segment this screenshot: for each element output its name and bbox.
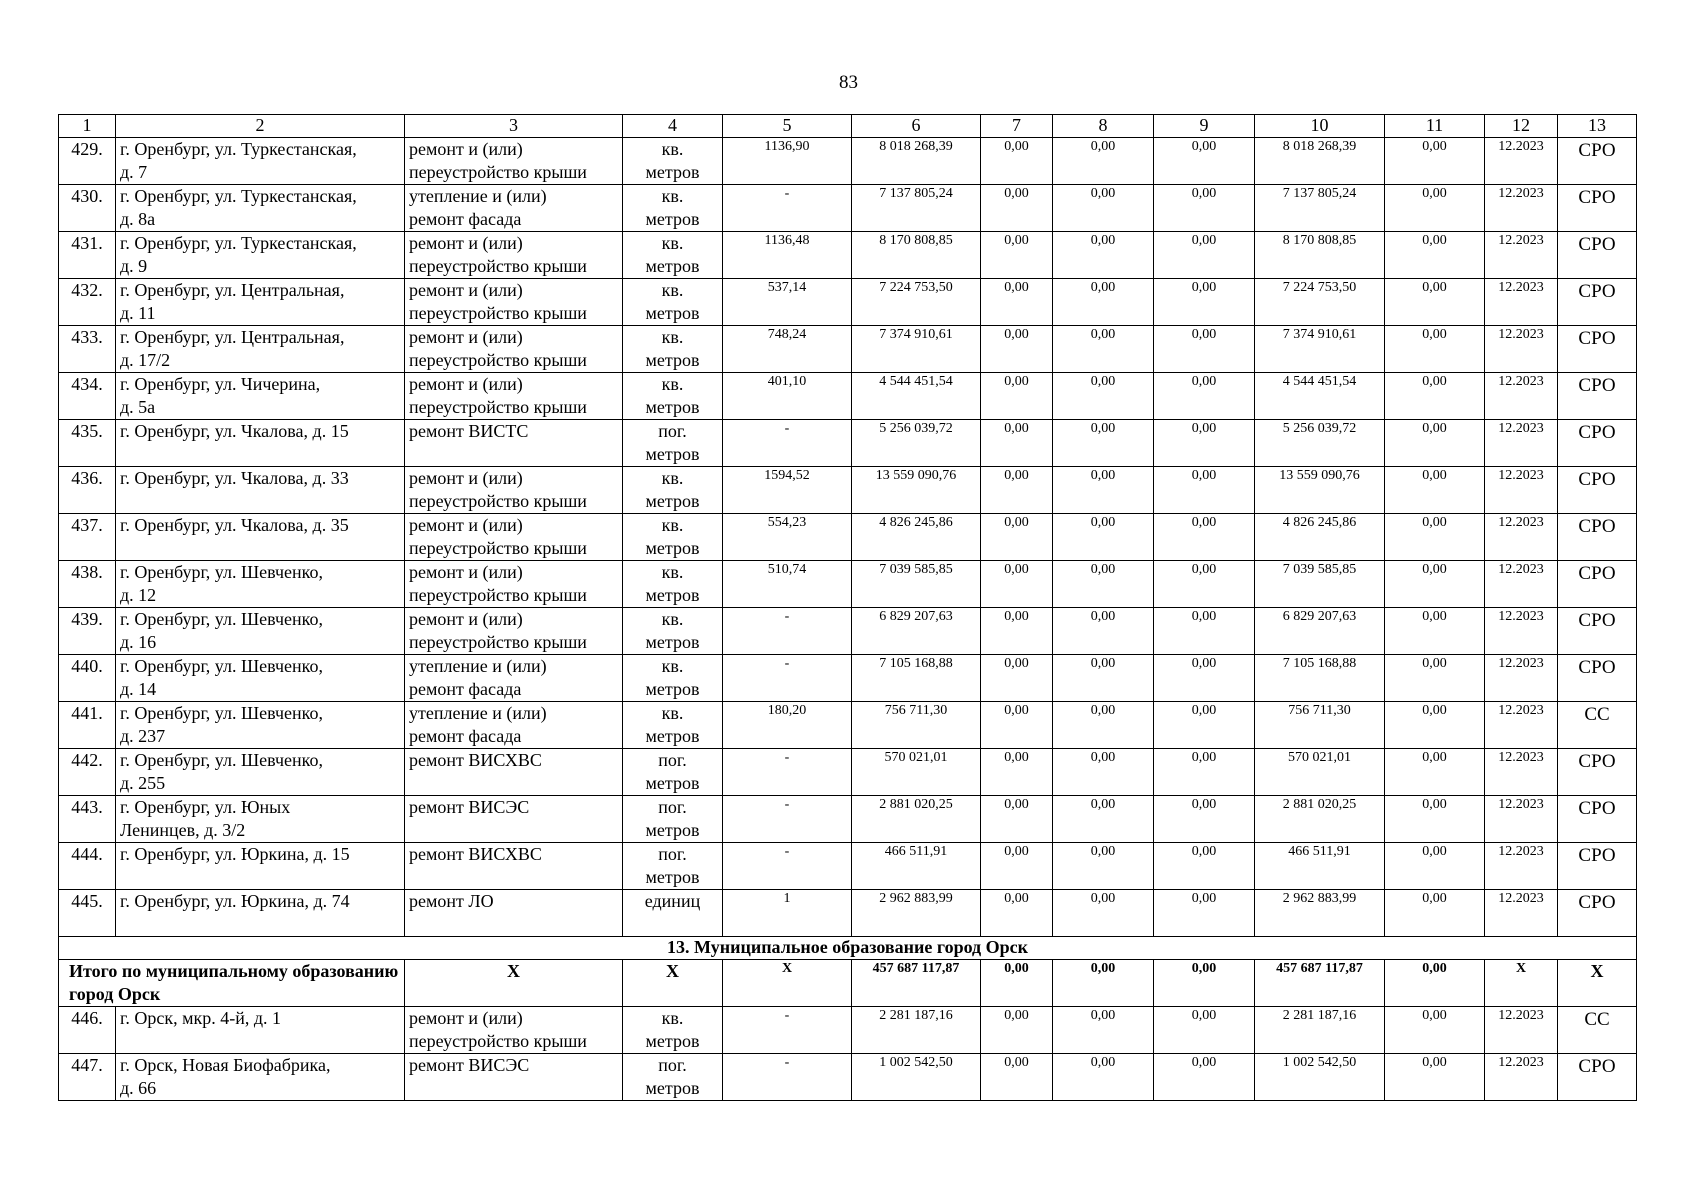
total-row — [59, 960, 1637, 1007]
header-cell: 13 — [1558, 115, 1637, 138]
row-number: 440. — [59, 655, 116, 702]
work-type-cell: ремонт и (или) переустройство крыши — [405, 514, 623, 561]
fund-cell: 0,00 — [1385, 843, 1485, 890]
table-row — [59, 467, 1637, 514]
row-number: 442. — [59, 749, 116, 796]
unit-cell: кв. метров — [623, 279, 723, 326]
account-type-cell: СРО — [1558, 890, 1637, 937]
work-type-cell: ремонт и (или) переустройство крыши — [405, 467, 623, 514]
total-cost-cell: 7 374 910,61 — [852, 326, 981, 373]
total-label: Итого по муниципальному образованию город Орск — [59, 960, 405, 1007]
deadline-cell: 12.2023 — [1485, 796, 1558, 843]
deadline-cell: 12.2023 — [1485, 702, 1558, 749]
deadline-cell: 12.2023 — [1485, 561, 1558, 608]
unit-cell: пог. метров — [623, 749, 723, 796]
fund-cell: 0,00 — [1385, 185, 1485, 232]
fund-cell: 0,00 — [981, 1007, 1053, 1054]
volume-cell: - — [723, 796, 852, 843]
owner-funds-cell: 2 281 187,16 — [1255, 1007, 1385, 1054]
account-type-cell: СРО — [1558, 796, 1637, 843]
address-cell: г. Оренбург, ул. Шевченко, д. 12 — [116, 561, 405, 608]
unit-cell: пог. метров — [623, 843, 723, 890]
work-type-cell: ремонт и (или) переустройство крыши — [405, 561, 623, 608]
fund-cell: 0,00 — [1154, 843, 1255, 890]
fund-cell: 0,00 — [1154, 232, 1255, 279]
row-number: 447. — [59, 1054, 116, 1101]
table-row — [59, 326, 1637, 373]
fund-cell: 0,00 — [1385, 702, 1485, 749]
table-row — [59, 279, 1637, 326]
fund-cell: 0,00 — [1385, 326, 1485, 373]
fund-cell: 0,00 — [1385, 1007, 1485, 1054]
account-type-cell: СРО — [1558, 185, 1637, 232]
work-type-cell: ремонт ВИСЭС — [405, 1054, 623, 1101]
row-number: 443. — [59, 796, 116, 843]
fund-cell: 0,00 — [1053, 890, 1154, 937]
deadline-cell: 12.2023 — [1485, 655, 1558, 702]
row-number: 438. — [59, 561, 116, 608]
fund-cell: 0,00 — [1385, 279, 1485, 326]
fund-cell: 0,00 — [981, 420, 1053, 467]
table-row — [59, 373, 1637, 420]
owner-funds-cell: 7 374 910,61 — [1255, 326, 1385, 373]
fund-cell: 0,00 — [981, 702, 1053, 749]
work-type-cell: ремонт и (или) переустройство крыши — [405, 373, 623, 420]
volume-cell: - — [723, 420, 852, 467]
unit-cell: кв. метров — [623, 561, 723, 608]
deadline-cell: 12.2023 — [1485, 514, 1558, 561]
account-type-cell: СРО — [1558, 232, 1637, 279]
address-cell: г. Орск, мкр. 4-й, д. 1 — [116, 1007, 405, 1054]
fund-cell: 0,00 — [981, 185, 1053, 232]
table-row — [59, 185, 1637, 232]
address-cell: г. Оренбург, ул. Шевченко, д. 237 — [116, 702, 405, 749]
fund-cell: 0,00 — [981, 796, 1053, 843]
total-cell: 457 687 117,87 — [1255, 960, 1385, 1007]
work-type-cell: ремонт ВИСТС — [405, 420, 623, 467]
deadline-cell: 12.2023 — [1485, 185, 1558, 232]
owner-funds-cell: 4 826 245,86 — [1255, 514, 1385, 561]
address-cell: г. Оренбург, ул. Шевченко, д. 255 — [116, 749, 405, 796]
header-cell: 7 — [981, 115, 1053, 138]
fund-cell: 0,00 — [1385, 232, 1485, 279]
account-type-cell: СРО — [1558, 514, 1637, 561]
owner-funds-cell: 7 039 585,85 — [1255, 561, 1385, 608]
address-cell: г. Оренбург, ул. Юркина, д. 15 — [116, 843, 405, 890]
fund-cell: 0,00 — [981, 561, 1053, 608]
fund-cell: 0,00 — [1154, 655, 1255, 702]
fund-cell: 0,00 — [1154, 138, 1255, 185]
fund-cell: 0,00 — [1154, 1054, 1255, 1101]
fund-cell: 0,00 — [1053, 420, 1154, 467]
volume-cell: 537,14 — [723, 279, 852, 326]
account-type-cell: СРО — [1558, 1054, 1637, 1101]
fund-cell: 0,00 — [981, 279, 1053, 326]
table-row — [59, 561, 1637, 608]
fund-cell: 0,00 — [981, 608, 1053, 655]
row-number: 433. — [59, 326, 116, 373]
account-type-cell: СРО — [1558, 467, 1637, 514]
fund-cell: 0,00 — [1053, 514, 1154, 561]
header-cell: 6 — [852, 115, 981, 138]
deadline-cell: 12.2023 — [1485, 608, 1558, 655]
fund-cell: 0,00 — [1154, 702, 1255, 749]
fund-cell: 0,00 — [1053, 279, 1154, 326]
unit-cell: пог. метров — [623, 796, 723, 843]
address-cell: г. Оренбург, ул. Центральная, д. 17/2 — [116, 326, 405, 373]
fund-cell: 0,00 — [1053, 608, 1154, 655]
fund-cell: 0,00 — [1053, 232, 1154, 279]
fund-cell: 0,00 — [1154, 749, 1255, 796]
owner-funds-cell: 7 137 805,24 — [1255, 185, 1385, 232]
fund-cell: 0,00 — [1385, 561, 1485, 608]
volume-cell: 1136,48 — [723, 232, 852, 279]
unit-cell: кв. метров — [623, 514, 723, 561]
total-cost-cell: 2 881 020,25 — [852, 796, 981, 843]
fund-cell: 0,00 — [1154, 796, 1255, 843]
fund-cell: 0,00 — [1385, 514, 1485, 561]
unit-cell: кв. метров — [623, 185, 723, 232]
header-cell: 11 — [1385, 115, 1485, 138]
page-number: 83 — [839, 72, 858, 93]
fund-cell: 0,00 — [981, 467, 1053, 514]
volume-cell: 1136,90 — [723, 138, 852, 185]
header-cell: 8 — [1053, 115, 1154, 138]
fund-cell: 0,00 — [1385, 138, 1485, 185]
work-type-cell: ремонт и (или) переустройство крыши — [405, 138, 623, 185]
unit-cell: кв. метров — [623, 608, 723, 655]
work-type-cell: утепление и (или) ремонт фасада — [405, 185, 623, 232]
fund-cell: 0,00 — [1053, 796, 1154, 843]
fund-cell: 0,00 — [981, 1054, 1053, 1101]
account-type-cell: СРО — [1558, 655, 1637, 702]
account-type-cell: СРО — [1558, 138, 1637, 185]
work-type-cell: ремонт ВИСХВС — [405, 749, 623, 796]
row-number: 429. — [59, 138, 116, 185]
unit-cell: кв. метров — [623, 702, 723, 749]
registry-table — [58, 114, 1637, 1101]
fund-cell: 0,00 — [1154, 185, 1255, 232]
fund-cell: 0,00 — [981, 514, 1053, 561]
fund-cell: 0,00 — [1385, 749, 1485, 796]
fund-cell: 0,00 — [981, 655, 1053, 702]
fund-cell: 0,00 — [981, 138, 1053, 185]
total-cost-cell: 756 711,30 — [852, 702, 981, 749]
fund-cell: 0,00 — [1385, 655, 1485, 702]
row-number: 441. — [59, 702, 116, 749]
total-cost-cell: 7 224 753,50 — [852, 279, 981, 326]
deadline-cell: 12.2023 — [1485, 1054, 1558, 1101]
total-cost-cell: 2 962 883,99 — [852, 890, 981, 937]
total-cost-cell: 13 559 090,76 — [852, 467, 981, 514]
fund-cell: 0,00 — [981, 232, 1053, 279]
total-cell: X — [623, 960, 723, 1007]
work-type-cell: утепление и (или) ремонт фасада — [405, 655, 623, 702]
fund-cell: 0,00 — [1385, 467, 1485, 514]
work-type-cell: утепление и (или) ремонт фасада — [405, 702, 623, 749]
table-row — [59, 796, 1637, 843]
address-cell: г. Оренбург, ул. Чкалова, д. 35 — [116, 514, 405, 561]
total-cost-cell: 5 256 039,72 — [852, 420, 981, 467]
section-title: 13. Муниципальное образование город Орск — [59, 937, 1637, 960]
table-row — [59, 702, 1637, 749]
fund-cell: 0,00 — [1053, 749, 1154, 796]
address-cell: г. Оренбург, ул. Туркестанская, д. 9 — [116, 232, 405, 279]
total-cell: X — [1558, 960, 1637, 1007]
fund-cell: 0,00 — [1154, 467, 1255, 514]
unit-cell: кв. метров — [623, 138, 723, 185]
unit-cell: кв. метров — [623, 232, 723, 279]
row-number: 436. — [59, 467, 116, 514]
fund-cell: 0,00 — [1053, 185, 1154, 232]
volume-cell: - — [723, 608, 852, 655]
fund-cell: 0,00 — [1154, 373, 1255, 420]
fund-cell: 0,00 — [1385, 1054, 1485, 1101]
owner-funds-cell: 13 559 090,76 — [1255, 467, 1385, 514]
fund-cell: 0,00 — [1053, 138, 1154, 185]
unit-cell: единиц — [623, 890, 723, 937]
address-cell: г. Оренбург, ул. Юркина, д. 74 — [116, 890, 405, 937]
address-cell: г. Оренбург, ул. Центральная, д. 11 — [116, 279, 405, 326]
unit-cell: кв. метров — [623, 326, 723, 373]
row-number: 444. — [59, 843, 116, 890]
volume-cell: - — [723, 749, 852, 796]
deadline-cell: 12.2023 — [1485, 890, 1558, 937]
total-cost-cell: 7 137 805,24 — [852, 185, 981, 232]
work-type-cell: ремонт и (или) переустройство крыши — [405, 608, 623, 655]
row-number: 445. — [59, 890, 116, 937]
volume-cell: 554,23 — [723, 514, 852, 561]
account-type-cell: СРО — [1558, 373, 1637, 420]
work-type-cell: ремонт и (или) переустройство крыши — [405, 279, 623, 326]
deadline-cell: 12.2023 — [1485, 326, 1558, 373]
table-row — [59, 655, 1637, 702]
fund-cell: 0,00 — [981, 373, 1053, 420]
fund-cell: 0,00 — [1385, 890, 1485, 937]
owner-funds-cell: 570 021,01 — [1255, 749, 1385, 796]
table-row — [59, 749, 1637, 796]
owner-funds-cell: 1 002 542,50 — [1255, 1054, 1385, 1101]
fund-cell: 0,00 — [1154, 420, 1255, 467]
header-cell: 3 — [405, 115, 623, 138]
total-cell: 0,00 — [981, 960, 1053, 1007]
fund-cell: 0,00 — [981, 843, 1053, 890]
header-cell: 2 — [116, 115, 405, 138]
address-cell: г. Оренбург, ул. Чичерина, д. 5а — [116, 373, 405, 420]
owner-funds-cell: 4 544 451,54 — [1255, 373, 1385, 420]
table-row — [59, 138, 1637, 185]
account-type-cell: СРО — [1558, 326, 1637, 373]
column-number-header-row — [59, 115, 1637, 138]
work-type-cell: ремонт и (или) переустройство крыши — [405, 326, 623, 373]
volume-cell: - — [723, 1054, 852, 1101]
fund-cell: 0,00 — [981, 749, 1053, 796]
volume-cell: 748,24 — [723, 326, 852, 373]
row-number: 446. — [59, 1007, 116, 1054]
work-type-cell: ремонт и (или) переустройство крыши — [405, 232, 623, 279]
fund-cell: 0,00 — [1053, 326, 1154, 373]
total-cell: 0,00 — [1053, 960, 1154, 1007]
table-row — [59, 514, 1637, 561]
fund-cell: 0,00 — [1053, 1007, 1154, 1054]
volume-cell: 510,74 — [723, 561, 852, 608]
deadline-cell: 12.2023 — [1485, 138, 1558, 185]
fund-cell: 0,00 — [1053, 561, 1154, 608]
fund-cell: 0,00 — [1053, 702, 1154, 749]
fund-cell: 0,00 — [1154, 279, 1255, 326]
volume-cell: - — [723, 655, 852, 702]
work-type-cell: ремонт ЛО — [405, 890, 623, 937]
fund-cell: 0,00 — [1053, 655, 1154, 702]
fund-cell: 0,00 — [1154, 326, 1255, 373]
address-cell: г. Оренбург, ул. Шевченко, д. 16 — [116, 608, 405, 655]
total-cost-cell: 8 170 808,85 — [852, 232, 981, 279]
header-cell: 5 — [723, 115, 852, 138]
fund-cell: 0,00 — [1053, 373, 1154, 420]
row-number: 434. — [59, 373, 116, 420]
deadline-cell: 12.2023 — [1485, 373, 1558, 420]
row-number: 435. — [59, 420, 116, 467]
total-cost-cell: 4 826 245,86 — [852, 514, 981, 561]
account-type-cell: СРО — [1558, 420, 1637, 467]
volume-cell: - — [723, 843, 852, 890]
volume-cell: - — [723, 185, 852, 232]
header-cell: 10 — [1255, 115, 1385, 138]
account-type-cell: СРО — [1558, 608, 1637, 655]
total-cell: X — [1485, 960, 1558, 1007]
unit-cell: кв. метров — [623, 467, 723, 514]
address-cell: г. Оренбург, ул. Туркестанская, д. 7 — [116, 138, 405, 185]
row-number: 437. — [59, 514, 116, 561]
total-cell: 0,00 — [1385, 960, 1485, 1007]
owner-funds-cell: 466 511,91 — [1255, 843, 1385, 890]
account-type-cell: СРО — [1558, 279, 1637, 326]
deadline-cell: 12.2023 — [1485, 1007, 1558, 1054]
total-cell: X — [723, 960, 852, 1007]
deadline-cell: 12.2023 — [1485, 279, 1558, 326]
table-row — [59, 232, 1637, 279]
owner-funds-cell: 6 829 207,63 — [1255, 608, 1385, 655]
fund-cell: 0,00 — [1385, 420, 1485, 467]
owner-funds-cell: 7 105 168,88 — [1255, 655, 1385, 702]
table-row — [59, 1007, 1637, 1054]
account-type-cell: СРО — [1558, 749, 1637, 796]
owner-funds-cell: 2 962 883,99 — [1255, 890, 1385, 937]
deadline-cell: 12.2023 — [1485, 467, 1558, 514]
header-cell: 12 — [1485, 115, 1558, 138]
total-cost-cell: 7 105 168,88 — [852, 655, 981, 702]
row-number: 439. — [59, 608, 116, 655]
total-cost-cell: 466 511,91 — [852, 843, 981, 890]
owner-funds-cell: 8 018 268,39 — [1255, 138, 1385, 185]
section-row — [59, 937, 1637, 960]
fund-cell: 0,00 — [1053, 1054, 1154, 1101]
table-row — [59, 420, 1637, 467]
fund-cell: 0,00 — [1154, 1007, 1255, 1054]
volume-cell: 1594,52 — [723, 467, 852, 514]
total-cost-cell: 8 018 268,39 — [852, 138, 981, 185]
account-type-cell: СС — [1558, 702, 1637, 749]
fund-cell: 0,00 — [1154, 561, 1255, 608]
header-cell: 1 — [59, 115, 116, 138]
fund-cell: 0,00 — [1053, 843, 1154, 890]
total-cell: 457 687 117,87 — [852, 960, 981, 1007]
row-number: 432. — [59, 279, 116, 326]
unit-cell: кв. метров — [623, 373, 723, 420]
owner-funds-cell: 756 711,30 — [1255, 702, 1385, 749]
fund-cell: 0,00 — [1154, 890, 1255, 937]
total-cost-cell: 570 021,01 — [852, 749, 981, 796]
fund-cell: 0,00 — [1385, 608, 1485, 655]
total-cost-cell: 7 039 585,85 — [852, 561, 981, 608]
volume-cell: 180,20 — [723, 702, 852, 749]
table-row — [59, 890, 1637, 937]
work-type-cell: ремонт ВИСЭС — [405, 796, 623, 843]
address-cell: г. Оренбург, ул. Шевченко, д. 14 — [116, 655, 405, 702]
fund-cell: 0,00 — [981, 326, 1053, 373]
volume-cell: 1 — [723, 890, 852, 937]
fund-cell: 0,00 — [981, 890, 1053, 937]
unit-cell: пог. метров — [623, 420, 723, 467]
deadline-cell: 12.2023 — [1485, 232, 1558, 279]
work-type-cell: ремонт ВИСХВС — [405, 843, 623, 890]
owner-funds-cell: 5 256 039,72 — [1255, 420, 1385, 467]
account-type-cell: СС — [1558, 1007, 1637, 1054]
table-row — [59, 843, 1637, 890]
row-number: 430. — [59, 185, 116, 232]
deadline-cell: 12.2023 — [1485, 420, 1558, 467]
unit-cell: пог. метров — [623, 1054, 723, 1101]
work-type-cell: ремонт и (или) переустройство крыши — [405, 1007, 623, 1054]
address-cell: г. Оренбург, ул. Чкалова, д. 33 — [116, 467, 405, 514]
deadline-cell: 12.2023 — [1485, 843, 1558, 890]
address-cell: г. Орск, Новая Биофабрика, д. 66 — [116, 1054, 405, 1101]
table-row — [59, 1054, 1637, 1101]
account-type-cell: СРО — [1558, 561, 1637, 608]
account-type-cell: СРО — [1558, 843, 1637, 890]
address-cell: г. Оренбург, ул. Юных Ленинцев, д. 3/2 — [116, 796, 405, 843]
total-cost-cell: 1 002 542,50 — [852, 1054, 981, 1101]
total-cell: 0,00 — [1154, 960, 1255, 1007]
total-cost-cell: 2 281 187,16 — [852, 1007, 981, 1054]
fund-cell: 0,00 — [1154, 608, 1255, 655]
owner-funds-cell: 2 881 020,25 — [1255, 796, 1385, 843]
fund-cell: 0,00 — [1053, 467, 1154, 514]
unit-cell: кв. метров — [623, 655, 723, 702]
header-cell: 4 — [623, 115, 723, 138]
fund-cell: 0,00 — [1385, 373, 1485, 420]
volume-cell: 401,10 — [723, 373, 852, 420]
owner-funds-cell: 7 224 753,50 — [1255, 279, 1385, 326]
volume-cell: - — [723, 1007, 852, 1054]
fund-cell: 0,00 — [1385, 796, 1485, 843]
address-cell: г. Оренбург, ул. Чкалова, д. 15 — [116, 420, 405, 467]
address-cell: г. Оренбург, ул. Туркестанская, д. 8а — [116, 185, 405, 232]
fund-cell: 0,00 — [1154, 514, 1255, 561]
total-cost-cell: 4 544 451,54 — [852, 373, 981, 420]
table-row — [59, 608, 1637, 655]
owner-funds-cell: 8 170 808,85 — [1255, 232, 1385, 279]
unit-cell: кв. метров — [623, 1007, 723, 1054]
deadline-cell: 12.2023 — [1485, 749, 1558, 796]
header-cell: 9 — [1154, 115, 1255, 138]
total-cell: X — [405, 960, 623, 1007]
row-number: 431. — [59, 232, 116, 279]
total-cost-cell: 6 829 207,63 — [852, 608, 981, 655]
